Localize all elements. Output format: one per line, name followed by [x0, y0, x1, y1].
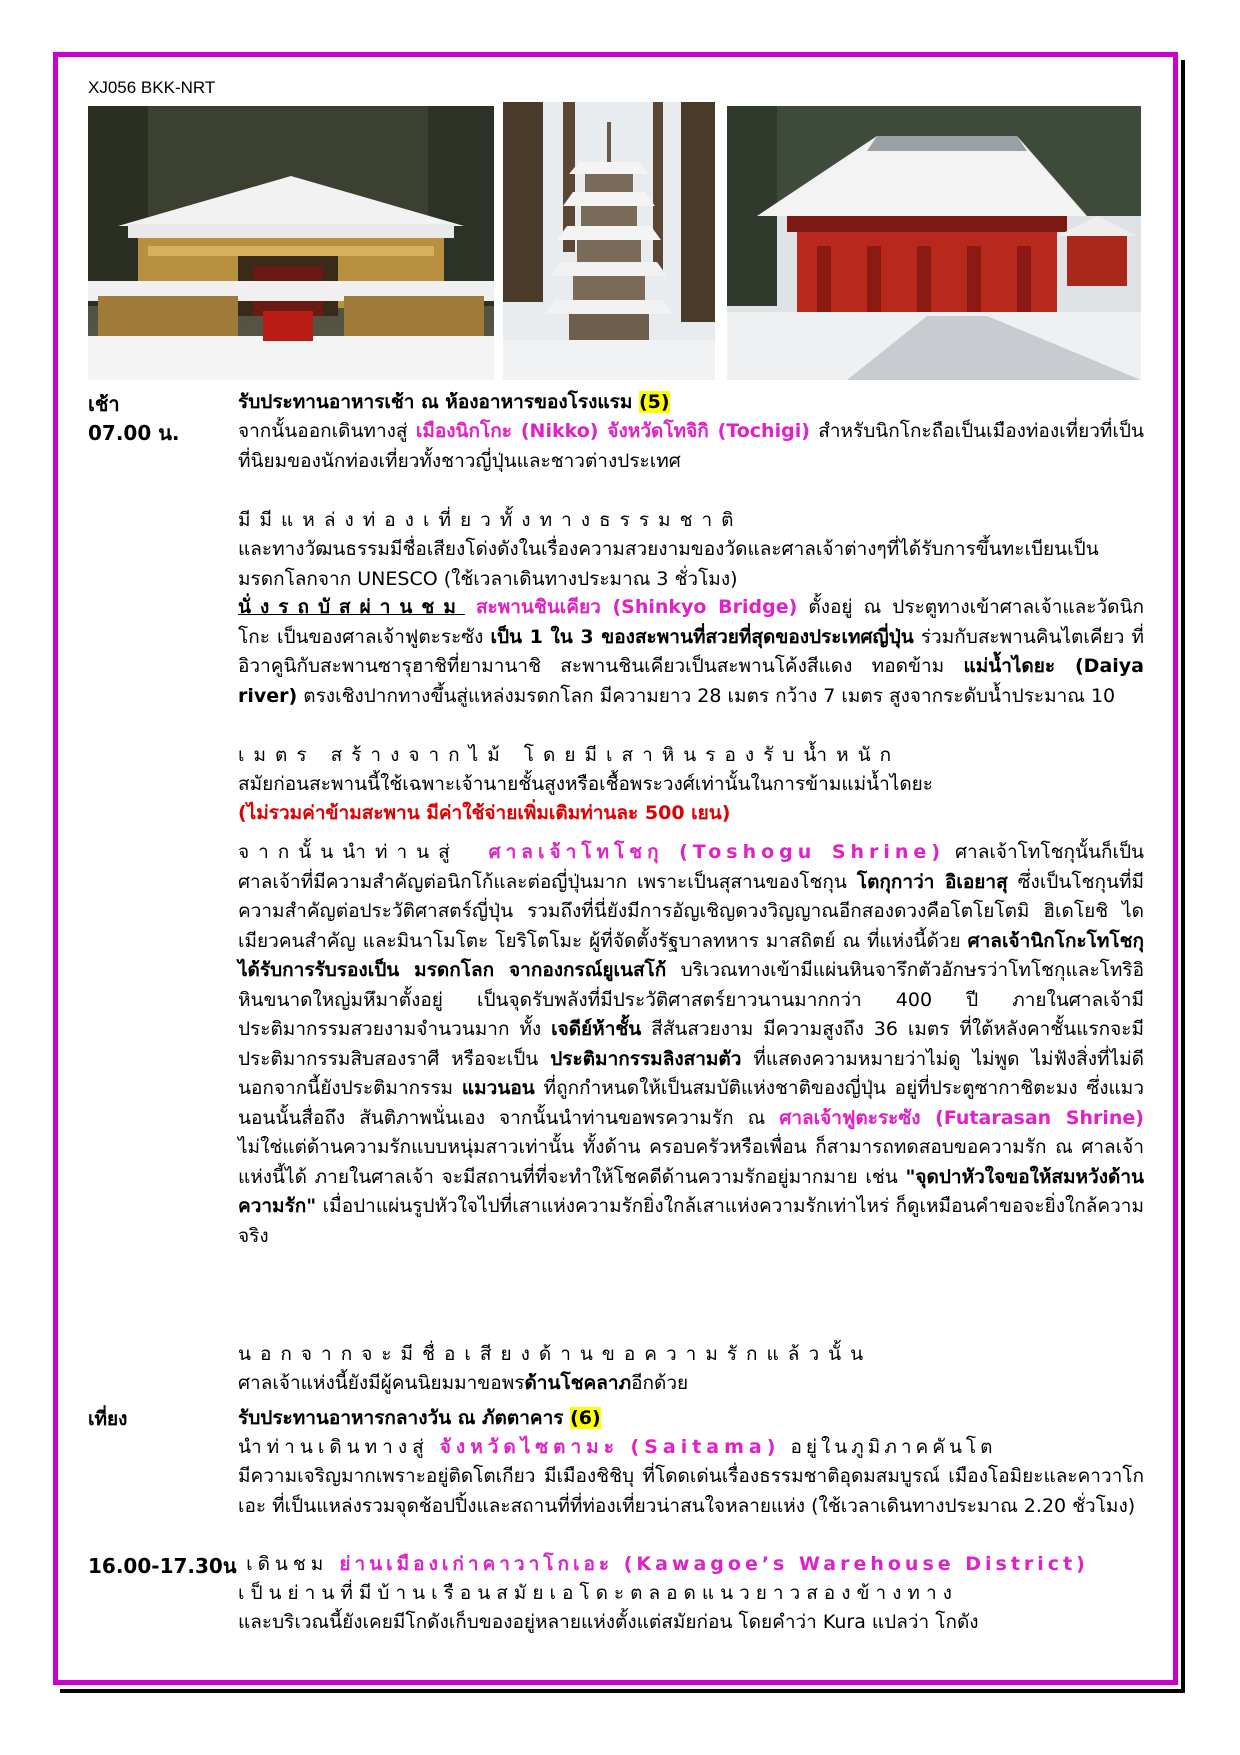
time-label-1600: 16.00-17.30น — [88, 1554, 237, 1578]
pagoda-illustration — [503, 102, 715, 380]
kawagoe-paragraph: . เดินชม ย่านเมืองเก่าคาวาโกเอะ (Kawagoe’s Warehouse District) — [224, 1553, 1089, 1575]
shinkyo-bridge-name: สะพานชินเคียว (Shinkyo Bridge) — [475, 596, 798, 618]
toshogu-shrine-name: ศาลเจ้าโทโชกุ (Toshogu Shrine) — [488, 841, 946, 863]
saitama-paragraph-2: มีความเจริญมากเพราะอยู่ติดโตเกียว มีเมืองชิชิบุ ที่โดดเด่นเรื่องธรรมชาติอุดมสมบูรณ์ เมืองโอมิยะและคาวาโกเอะ ที่เป็นแหล่งรวมจุดช้อปปิ้งและสถานที่ที่ท่องเที่ยวน่าสนใจหลายแห่ง (ใช้เวลาเดินทางประมาณ 2.20 ชั่วโมง) — [238, 1465, 1144, 1517]
nikko-paragraph-line4: และทางวัฒนธรรมมีชื่อเสียงโด่งดังในเรื่องความสวยงามของวัดและศาลเจ้าต่างๆที่ได้รับการขึ้นทะเบียนเป็นมรดกโลกจาก UNESCO (ใช้เวลาเดินทางประมาณ 3 ชั่วโมง) — [238, 538, 1099, 590]
toshogu-gate-illustration — [88, 106, 494, 380]
red-hall-illustration — [727, 106, 1141, 380]
shinkyo-line-6: เมตร สร้างจากไม้ โดยมีเสาหินรองรับน้ำหนัก — [238, 744, 901, 766]
shinkyo-line-7: สมัยก่อนสะพานนี้ใช้เฉพาะเจ้านายชั้นสูงหรือเชื้อพระวงศ์เท่านั้นในการข้ามแม่น้ำไดยะ — [238, 773, 934, 795]
nikko-paragraph-line3: มีมีแหล่งท่องเที่ยวทั้งทางธรรมชาติ — [238, 509, 743, 531]
red-temple-hall-snow-photo — [727, 106, 1141, 380]
shinkyo-paragraph: นั่งรถบัสผ่านชม สะพานชินเคียว (Shinkyo Bridge) ตั้งอยู่ ณ ประตูทางเข้าศาลเจ้าและวัดนิกโกะ เป็นของศาลเจ้าฟูตะระซัง เป็น 1 ใน 3 ของสะพานที่สวยที่สุดของประเทศญี่ปุ่น ร่วมกับสะพานคินไตเคียว ที่อิวาคูนิกับสะพานซารุฮาชิที่ยามานาชิ สะพานชินเคียวเป็นสะพานโค้งสีแดง ทอดข้าม แม่น้ำไดยะ (Daiya river) ตรงเชิงปากทางขึ้นสู่แหล่งมรดกโลก มีความยาว 28 เมตร กว้าง 7 เมตร สูงจากระดับน้ำประมาณ 10 — [238, 596, 1145, 707]
breakfast-desc: รับประทานอาหารเช้า ณ ห้องอาหารของโรงแรม — [238, 391, 639, 413]
toshogu-gate-snow-photo — [88, 106, 494, 380]
toshogu-line-k: ศาลเจ้าแห่งนี้ยังมีผู้คนนิยมมาขอพรด้านโชคลาภอีกด้วย — [238, 1372, 689, 1394]
kawagoe-line-2: เป็นย่านที่มีบ้านเรือนสมัยเอโดะตลอดแนวยาวสองข้างทาง — [238, 1582, 958, 1604]
toshogu-line-j: นอกจากจะมีชื่อเสียงด้านขอความรักแล้วนั้น — [238, 1343, 873, 1365]
meal-number-badge-2: (6) — [570, 1407, 601, 1429]
toshogu-paragraph: จากนั้นนำท่านสู่ ศาลเจ้าโทโชกุ (Toshogu Shrine) ศาลเจ้าโทโชกุนั้นก็เป็นศาลเจ้าที่มีความสำคัญต่อนิกโก้และต่อญี่ปุ่นมาก เพราะเป็นสุสานของโชกุน โตกุกาว่า อิเอยาสุ ซึ่งเป็นโชกุนที่มีความสำคัญต่อประวัติศาสตร์ญี่ปุ่น รวมถึงที่นี่ยังมีการอัญเชิญดวงวิญญาณอีกสองดวงคือโตโยโตมิ ฮิเดโยชิ ไดเมียวคนสำคัญ และมินาโมโตะ โยริโตโมะ ผู้ที่จัดตั้งรัฐบาลทหาร มาสถิตย์ ณ ที่แห่งนี้ด้วย ศาลเจ้านิกโกะโทโชกุได้รับการรับรองเป็น มรดกโลก จากองกรณ์ยูเนสโก้ บริเวณทางเข้ามีแผ่นหินจารึกตัวอักษรว่าโทโชกุและโทริอิ หินขนาดใหญ่มหึมาตั้งอยู่ เป็นจุดรับพลังที่มีประวัติศาสตร์ยาวนานมากกว่า 400 ปี ภายในศาลเจ้ามีประติมากรรมสวยงามจำนวนมาก ทั้ง เจดีย์ห้าชั้น สีสันสวยงาม มีความสูงถึง 36 เมตร ที่ใต้หลังคาชั้นแรกจะมีประติมากรรมสิบสองราศี หรือจะเป็น ประติมากรรมลิงสามตัว ที่แสดงความหมายว่าไม่ดู ไม่พูด ไม่ฟังสิ่งที่ไม่ดี นอกจากนี้ยังประติมากรรม แมวนอน ที่ถูกกำหนดให้เป็นสมบัติแห่งชาติของญี่ปุ่น อยู่ที่ประตูซากาชิตะมง ซึ่งแมวนอนนั้นสื่อถึง สันติภาพนั่นเอง จากนั้นนำท่านขอพรความรัก ณ ศาลเจ้าฟูตะระซัง (Futarasan Shrine) ไม่ใช่แต่ด้านความรักแบบหนุ่มสาวเท่านั้น ทั้งด้าน ครอบครัวหรือเพื่อน ก็สามารถทดสอบขอความรัก ณ ศาลเจ้าแห่งนี้ได้ ภายในศาลเจ้า จะมีสถานที่ที่จะทำให้โชคดีด้านความรักอยู่มากมาย เช่น "จุดปาหัวใจขอให้สมหวังด้านความรัก" เมื่อปาแผ่นรูปหัวใจไปที่เสาแห่งความรักยิ่งใกล้เสาแห่งความรักเท่าไหร่ ก็ดูเหมือนคำขอจะยิ่งใกล้ความจริง — [238, 841, 1145, 1247]
futarasan-shrine-name: ศาลเจ้าฟูตะระซัง (Futarasan Shrine) — [779, 1106, 1144, 1129]
nikko-place-name: เมืองนิกโกะ (Nikko) จังหวัดโทจิกิ (Tochigi) — [415, 420, 810, 442]
saitama-place-name: จังหวัดไซตามะ (Saitama) — [439, 1436, 781, 1458]
breakfast-text — [238, 388, 1144, 418]
bridge-fee-note: (ไม่รวมค่าข้ามสะพาน มีค่าใช้จ่ายเพิ่มเติมท่านละ 500 เยน) — [238, 802, 731, 824]
bus-tour-heading: นั่งรถบัสผ่านชม — [238, 596, 465, 618]
nikko-paragraph: จากนั้นออกเดินทางสู่ เมืองนิกโกะ (Nikko) จังหวัดโทจิกิ (Tochigi) สำหรับนิกโกะถือเป็นเมืองท่องเที่ยวที่เป็นที่นิยมของนักท่องเที่ยวทั้งชาวญี่ปุ่นและชาวต่างประเทศ — [238, 420, 1144, 472]
time-label-0700: 07.00 น. — [88, 421, 180, 445]
kawagoe-place-name: ย่านเมืองเก่าคาวาโกเอะ (Kawagoe’s Warehouse District) — [339, 1553, 1089, 1575]
five-story-pagoda-snow-photo — [503, 102, 715, 380]
lunch-desc: รับประทานอาหารกลางวัน ณ ภัตตาคาร — [238, 1407, 571, 1429]
time-label-noon: เที่ยง — [88, 1408, 128, 1430]
time-label-morning: เช้า — [88, 392, 120, 416]
saitama-paragraph: นำท่านเดินทางสู่ จังหวัดไซตามะ (Saitama) อยู่ในภูมิภาคคันโต — [238, 1436, 997, 1458]
meal-number-badge: (5) — [638, 391, 670, 413]
lunch-text — [238, 1404, 1144, 1434]
tour-code: XJ056 BKK-NRT — [88, 78, 216, 97]
kawagoe-line-3: และบริเวณนี้ยังเคยมีโกดังเก็บของอยู่หลายแห่งตั้งแต่สมัยก่อน โดยคำว่า Kura แปลว่า โกดัง — [238, 1611, 979, 1633]
